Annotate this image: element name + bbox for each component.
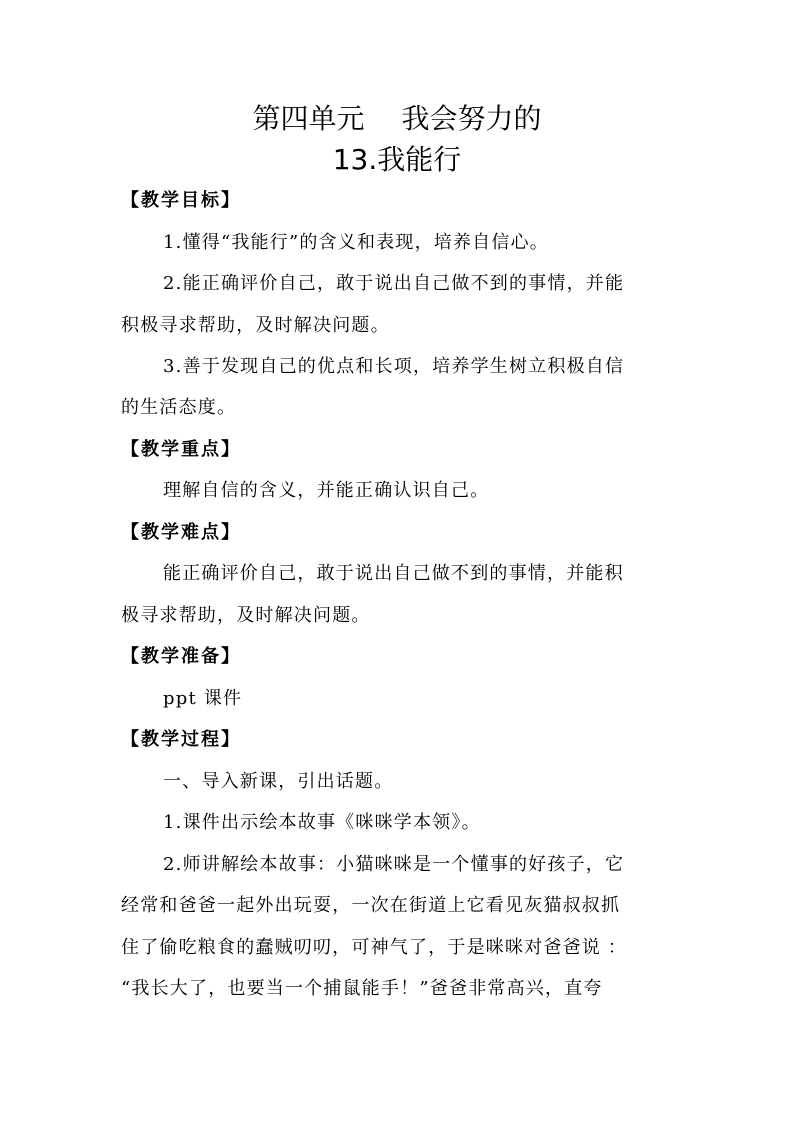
objectives-line: 1.懂得“我能行”的含义和表现，培养自信心。 xyxy=(163,232,549,253)
process-line: “我长大了，也要当一个捕鼠能手！”爸爸非常高兴，直夸 xyxy=(121,978,603,999)
unit-title: 第四单元 我会努力的 xyxy=(252,102,542,135)
process-line: 1.课件出示绘本故事《咪咪学本领》。 xyxy=(163,812,481,833)
process-line: 经常和爸爸一起外出玩耍，一次在街道上它看见灰猫叔叔抓 xyxy=(121,895,621,916)
preparation-heading: 【教学准备】 xyxy=(121,646,241,667)
key-points-heading: 【教学重点】 xyxy=(121,439,241,460)
objectives-heading: 【教学目标】 xyxy=(121,190,241,211)
objectives-line: 2.能正确评价自己，敢于说出自己做不到的事情，并能 xyxy=(163,273,625,294)
key-points-line: 理解自信的含义，并能正确认识自己。 xyxy=(163,480,490,501)
preparation-line: ppt 课件 xyxy=(163,688,243,709)
process-heading: 【教学过程】 xyxy=(121,729,241,750)
process-line: 2.师讲解绘本故事：小猫咪咪是一个懂事的好孩子，它 xyxy=(163,854,625,875)
objectives-line: 的生活态度。 xyxy=(121,397,237,418)
process-line: 住了偷吃粮食的蠢贼叨叨，可神气了，于是咪咪对爸爸说 ： xyxy=(121,937,628,958)
lesson-title: 13.我能行 xyxy=(332,143,462,176)
objectives-line: 3.善于发现自己的优点和长项，培养学生树立积极自信 xyxy=(163,356,625,377)
difficulties-heading: 【教学难点】 xyxy=(121,522,241,543)
difficulties-line: 能正确评价自己，敢于说出自己做不到的事情，并能积 xyxy=(163,563,624,584)
process-line: 一、导入新课，引出话题。 xyxy=(163,771,394,792)
objectives-line: 积极寻求帮助，及时解决问题。 xyxy=(121,315,390,336)
difficulties-line: 极寻求帮助，及时解决问题。 xyxy=(121,605,371,626)
